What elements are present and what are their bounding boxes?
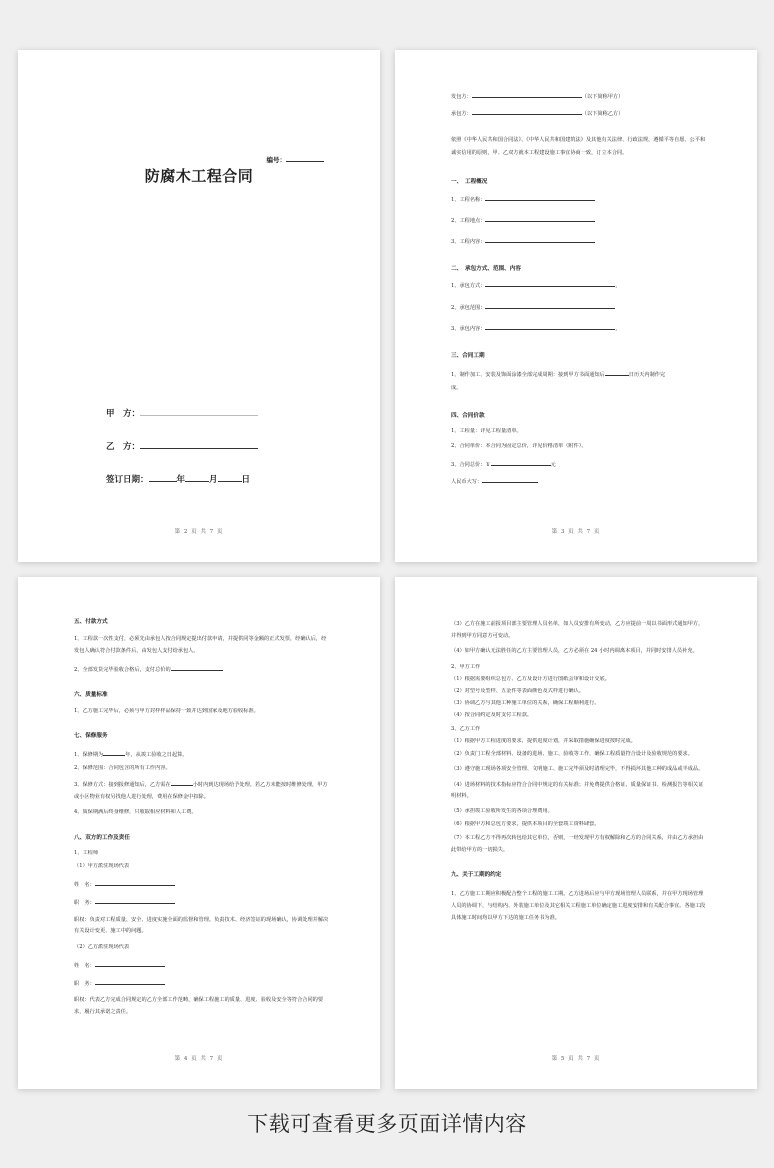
duty-field: 职 务： [74, 896, 330, 907]
list-item: （7）本工程乙方不得再次转包给其它单位，否则，一经发现甲方有权解除和乙方的合同关系，并由乙方承担由此带给甲方的一切损失。 [451, 835, 704, 853]
quality-clause: 1、乙方施工完毕后，必须与甲方封样样品保持一致并达到国家及地方验收标准。 [74, 707, 259, 714]
section-7-title: 七、保修服务 [74, 732, 108, 739]
party-a-work-title: 2、甲方工作 [451, 663, 481, 670]
total-price-line: 3、合同总价：￥ 元 [451, 458, 707, 469]
rmb-amount-line: 人民币大写： [451, 475, 707, 486]
party-b-field: 乙 方： [106, 440, 258, 452]
sign-date-field: 签订日期： 年 月 日 [106, 475, 251, 485]
list-item: 3、承包内容： , [451, 322, 707, 333]
duty-field: 职 务： [74, 977, 330, 988]
intro-paragraph: 依照《中华人民共和国合同法》、《中华人民共和国建筑法》及其他有关法律、行政法规，遵循平等自愿、公平和诚实信用的原则，甲、乙双方就本工程建设施工事宜协商一致，订立本合同。 [451, 137, 706, 156]
page-footer: 第 5 页 共 7 页 [551, 1056, 601, 1062]
list-item: （6）根据甲方和总包方要求，提供本项目的全套竣工资料肆套。 [451, 821, 600, 828]
warranty-clause: 2、保修范围：合同包含的所有工作内容。 [74, 765, 171, 772]
section-5-title: 五、付款方式 [74, 619, 108, 625]
section-4-title: 四、合同价款 [451, 412, 485, 419]
warranty-clause: 3、保修方式：接到报修通知后，乙方需在 小时内到达现场给予处理。若乙方未能按时维修处理，甲方或小区物业有权另找他人进行处理，费用在保修金中扣除。 [74, 778, 330, 803]
section-8-title: 八、双方的工作及责任 [74, 834, 130, 841]
list-item: 3、工程内容： [451, 235, 707, 246]
schedule-clause: 1、乙方施工工期应积极配合整个工程的施工工期。乙方进场后应与甲方现场管理人员联系，并在甲方现场管理人员的协调下，与结构内、外装施工单位及其它相关工程施工单位确定施工进度安排和有关配合事宜。各施工段具体施工时间均以甲方下达的施工任务书为准。 [451, 890, 706, 921]
list-item: （2）负责门工程全部材料、设备的进场、施工、验收等工作，确保工程质量符合设计及验收规范的要求。 [451, 750, 693, 757]
list-item: （2）对型号及型样、五金件等表面颜色及式样进行确认。 [451, 687, 584, 694]
section-6-title: 六、质量标准 [74, 692, 108, 699]
page-footer: 第 4 页 共 7 页 [174, 1056, 224, 1062]
list-item: 2、承包范围： [451, 301, 707, 312]
page-footer: 第 2 页 共 7 页 [174, 529, 224, 535]
responsibility-clause: 职权：负责对工程质量、安全、进度实施全面的监督和管理。负责技术、经济签证的现场确认，协调处理并解决有关设计变更、施工中的问题。 [74, 916, 329, 935]
list-item: 1、承包方式： , [451, 279, 707, 290]
list-item: （3）协调乙方与其他工种施工单位的关系，确保工程顺利进行。 [451, 700, 600, 707]
page-footer: 第 3 页 共 7 页 [551, 529, 601, 535]
responsibility-clause: 职权：代表乙方完成合同规定的乙方全部工作范畴，确保工程施工的质量、进度、验收及安全等符合合同的要求，履行其承诺之责任。 [74, 997, 324, 1015]
contract-number: 编号： [267, 154, 325, 164]
warranty-clause: 4、质保期满后终身维修，只收取相应材料和人工费。 [74, 809, 197, 816]
payment-clause: 1、工程款一次性支付，必须先由承包人按合同规定提出付款申请，并提供同等金额的正式发票，经确认后，经发包人确认符合付款条件后，由发包人支付给承包人。 [74, 636, 327, 654]
issuer-line: 发包方： （以下简称甲方） [451, 90, 707, 101]
list-item: 1、工程量：详见工程量清单。 [451, 427, 522, 434]
list-item: 2、工程地点： [451, 214, 707, 225]
download-caption: 下载可查看更多页面详情内容 [247, 1112, 527, 1136]
list-item: （3）遵守施工现场各项安全管理、文明施工、施工完毕须及时清理完毕，不得损坏其他工种的成品或半成品。 [451, 766, 704, 773]
party-a-field: 甲 方： [106, 407, 258, 419]
party-b-work-title: 3、乙方工作 [451, 725, 481, 732]
clause: （4）如甲方确认无法胜任的乙方主要管理人员，乙方必须在 24 小时内调离本项目，并同时安排人员补充。 [451, 648, 698, 654]
clause: （3）乙方在施工前报项目部主要管理人员名单，如人员安排有所变动，乙方应提前一周以书面形式通知甲方，并得到甲方同意方可变动。 [451, 621, 704, 639]
list-item: （1）根据需要组织总包方、乙方及设计方进行图纸会审和设计交底。 [451, 675, 610, 682]
list-item: （1）根据甲方工程进度的要求，提供进度计划，并采取措施确保进度按时完成。 [451, 737, 636, 744]
section-2-title: 二、 承包方式、范围、内容 [451, 266, 521, 273]
document-page-cover [18, 50, 380, 562]
duration-clause: 1、制作加工、安装及饰面涂漆全部完成周期：接到甲方书面通知后 日历天内制作完 [451, 368, 707, 379]
name-field: 姓 名： [74, 959, 330, 970]
document-page-4 [395, 577, 757, 1089]
warranty-clause: 1、保修期为 年，从竣工验收之日起算。 [74, 748, 330, 759]
section-1-title: 一、 工程概况 [451, 179, 488, 186]
list-item: 1、工程名称： [451, 193, 707, 204]
list-item: （4）按合同约定及时支付工程款。 [451, 712, 533, 719]
document-page-3: 五、付款方式 1、工程款一次性支付，必须先由承包人按合同规定提出付款申请，并提供同等金额的正式发票，经确认后，经发包人确认符合付款条件后，由发包人支付给承包人。 2、全部发货完毕验收合格后，支付总价的 六、质量标准 1、乙方施工完毕后，必须与甲方封样样品保持一致并达到国家及地方验收标准。 七、保修服务 1、保修期为 年，从竣工验收之日起算。 2、保修范围：合同包含的所有工作内容。 3、保修方式：接到报修通知后，乙方需在 小时内到达现场给予处理。若乙方未能按时维修处理，甲方或小区物业有权另找他人进行处理，费用在保修金中扣除。 4、质保期满后终身维修，只收取相应材料和人工费。 八、双方的工作及责任 1、工程师 （1）甲方派驻现场代表 姓 名： 职 务： 职权：负责对工程质量、安全、进度实施全面的监督和管理。负责技术、经济签证的现场确认，协调处理并解决有关设计变更、施工中的问题。 （2）乙方派驻现场代表 姓 名： 职 务： 职权：代表乙方完成合同规定的乙方全部工作范畴，确保工程施工的质量、进度、验收及安全等符合合同的要求，履行其承诺之责任。 第 4 页 共 7 页 [18, 577, 380, 1089]
payment-clause: 2、全部发货完毕验收合格后，支付总价的 [74, 663, 330, 674]
list-item: 2、合同单价：本合同为固定总价，详见价格清单（附件）。 [451, 443, 587, 450]
section-3-title: 三、合同工期 [451, 353, 485, 360]
contract-title: 防腐木工程合同 [144, 167, 254, 185]
document-page-2: 发包方： （以下简称甲方） 承包方： （以下简称乙方） 依照《中华人民共和国合同法》、《中华人民共和国建筑法》及其他有关法律、行政法规，遵循平等自愿、公平和诚实信用的原则，甲、乙双方就本工程建设施工事宜协商一致，订立本合同。 一、 工程概况 1、工程名称： 2、工程地点： 3、工程内容： 二、 承包方式、范围、内容 1、承包方式： , 2、承包范围： 3、承包内容： , 三、合同工期 1、制作加工、安装及饰面涂漆全部完成周期：接到甲方书面通知后 日历天内制作完 成。 四、合同价款 1、工程量：详见工程量清单。 2、合同单价：本合同为固定总价，详见价格清单（附件）。 3、合同总价：￥ 元 人民币大写： 第 3 页 共 7 页 [395, 50, 757, 562]
list-item: （4）进场材料的技术指标应符合合同中规定的有关标准；并免费提供合格证、质量保证书、检测报告等相关证明材料。 [451, 781, 704, 800]
section-9-title: 九、关于工期的约定 [451, 872, 502, 879]
name-field: 姓 名： [74, 878, 330, 889]
list-item: （5）承担竣工验收所发生的各项合理费用。 [451, 807, 553, 814]
contractor-line: 承包方： （以下简称乙方） [451, 107, 707, 118]
